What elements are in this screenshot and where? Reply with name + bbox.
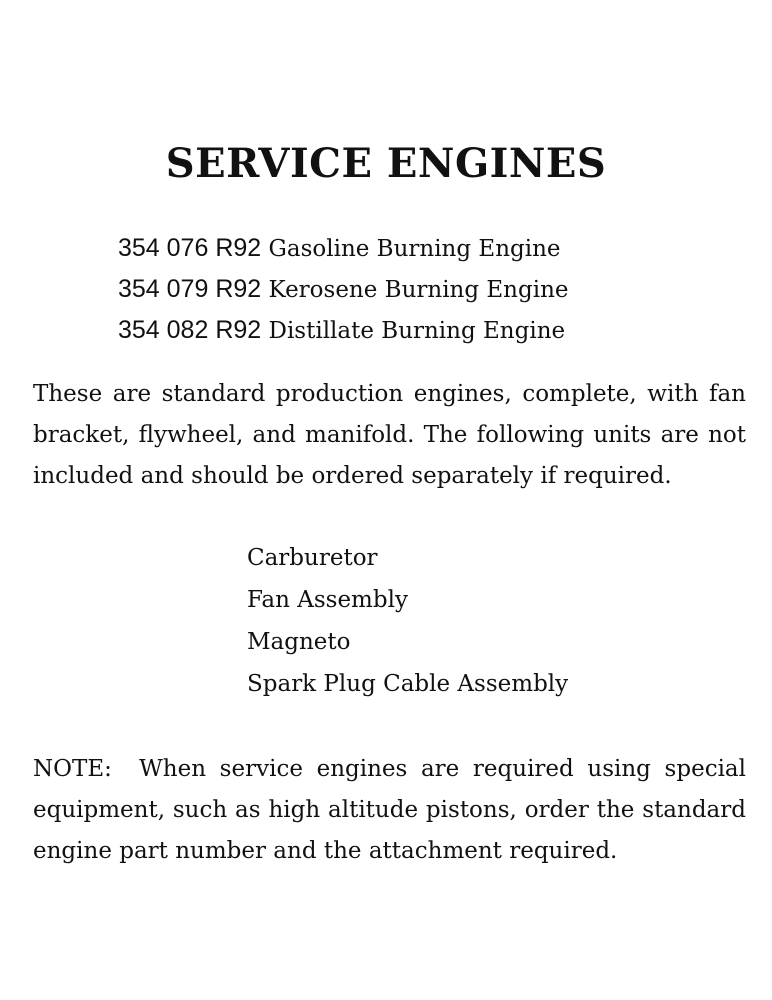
part-number: 354 079 R92 xyxy=(118,275,262,303)
part-description: Distillate Burning Engine xyxy=(268,318,566,344)
description-paragraph: These are standard production engines, complete, with fan bracket, flywheel, and manifold. The following units are not included and should be ordered separately if required. xyxy=(33,381,746,489)
excluded-units-list xyxy=(247,537,568,705)
part-description: Gasoline Burning Engine xyxy=(268,236,561,262)
part-row xyxy=(118,310,569,351)
part-row xyxy=(118,269,569,310)
list-item: Fan Assembly xyxy=(247,587,408,613)
part-number: 354 082 R92 xyxy=(118,316,262,344)
list-item: Carburetor xyxy=(247,545,378,571)
part-list xyxy=(118,228,569,351)
part-number: 354 076 R92 xyxy=(118,234,262,262)
part-row xyxy=(118,228,569,269)
note-paragraph: NOTE: When service engines are required using special equipment, such as high altitude pistons, order the standard engine part number and the attachment required. xyxy=(33,756,754,864)
list-item: Spark Plug Cable Assembly xyxy=(247,671,569,697)
part-description: Kerosene Burning Engine xyxy=(268,277,569,303)
page-title: SERVICE ENGINES xyxy=(165,140,607,187)
list-item: Magneto xyxy=(247,629,351,655)
